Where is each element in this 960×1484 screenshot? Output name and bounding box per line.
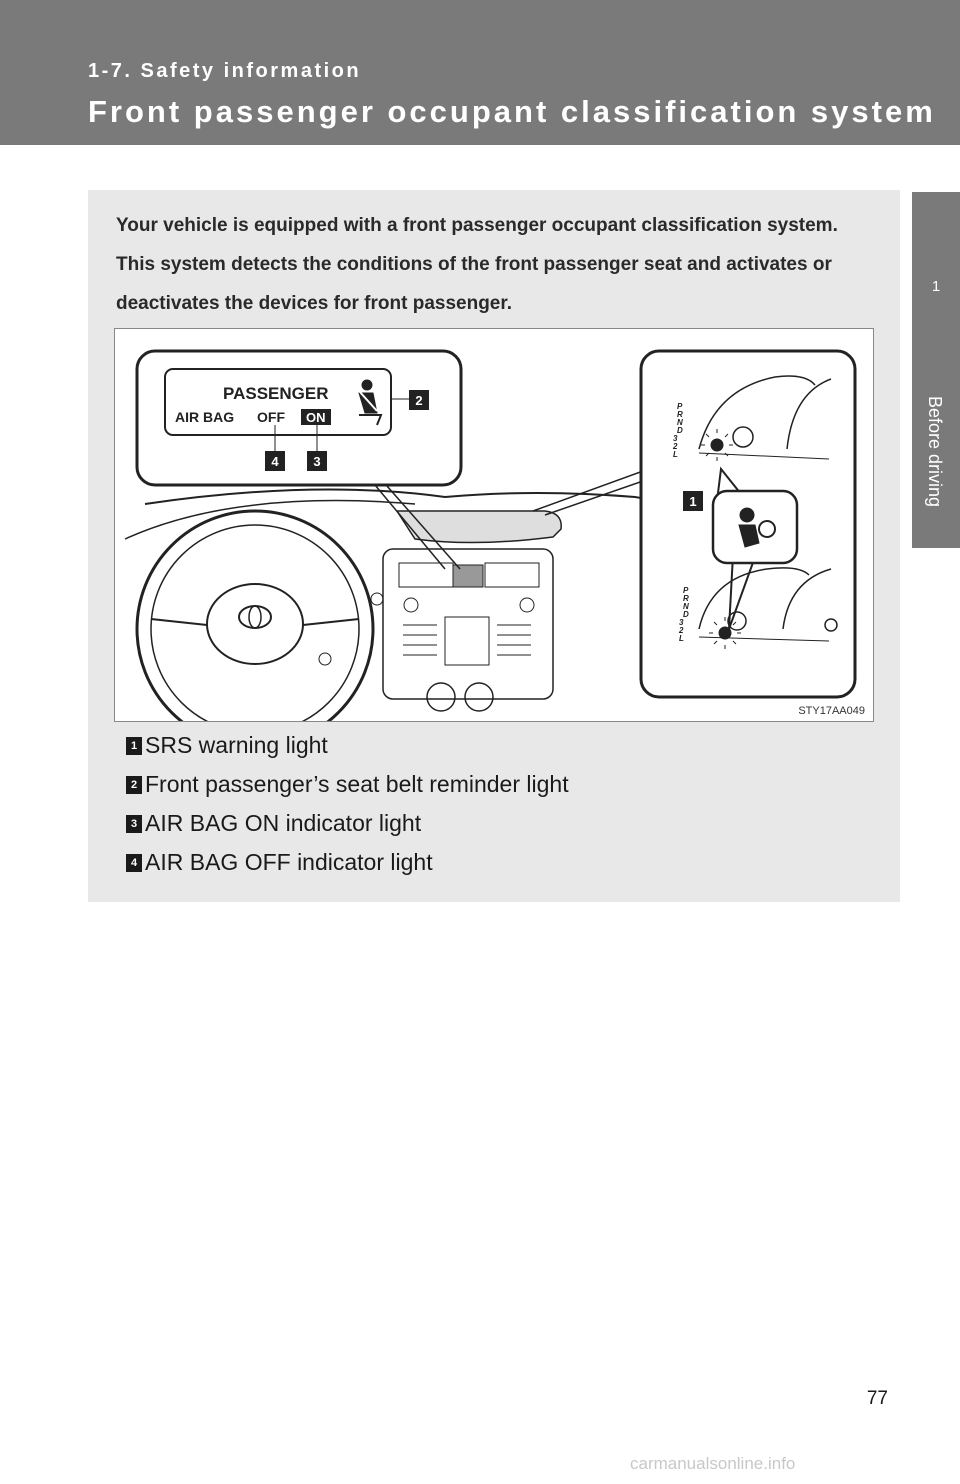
dashboard-drawing [115, 329, 873, 721]
legend-badge-1: 1 [126, 737, 142, 755]
intro-paragraph: Your vehicle is equipped with a front passenger occupant classification system. This system detects the conditions of the front passenger seat and activates or deactivates the devices for front passenger. [116, 215, 838, 314]
section-label: 1-7. Safety information [88, 60, 362, 82]
watermark: carmanualsonline.info [630, 1454, 796, 1473]
gear-2-top: 2 [673, 442, 678, 451]
figure-code: STY17AA049 [798, 705, 865, 717]
gear-r-bottom: R [683, 594, 689, 603]
passenger-label: PASSENGER [223, 384, 329, 403]
callout-3: 3 [313, 454, 321, 469]
page-title: Front passenger occupant classification system [88, 94, 936, 129]
gear-d-bottom: D [683, 610, 689, 619]
gear-3-top: 3 [673, 434, 678, 443]
gear-p-bottom: P [683, 586, 689, 595]
gear-p-top: P [677, 402, 683, 411]
legend-label-4: AIR BAG OFF indicator light [145, 849, 433, 875]
legend-badge-2: 2 [126, 776, 142, 794]
legend-label-1: SRS warning light [145, 732, 328, 758]
callout-1: 1 [689, 494, 697, 509]
gear-l-bottom: L [679, 634, 684, 643]
legend-badge-3: 3 [126, 815, 142, 833]
dashboard-illustration [114, 328, 874, 722]
chapter-tab-label-area [912, 384, 960, 534]
legend-item-airbag-off [126, 843, 569, 882]
legend-label-3: AIR BAG ON indicator light [145, 810, 422, 836]
gear-n-bottom: N [683, 602, 689, 611]
gear-d-top: D [677, 426, 683, 435]
page-number: 77 [866, 1388, 888, 1409]
gear-2-bottom: 2 [679, 626, 684, 635]
on-label: ON [306, 410, 326, 425]
legend-badge-4: 4 [126, 854, 142, 872]
page-header [0, 0, 960, 145]
legend-item-srs-warning [126, 726, 569, 765]
legend-item-airbag-on [126, 804, 569, 843]
callout-2: 2 [415, 393, 423, 408]
gear-l-top: L [673, 450, 678, 459]
off-label: OFF [257, 409, 285, 425]
legend-list [126, 726, 569, 882]
gear-3-bottom: 3 [679, 618, 684, 627]
legend-item-seatbelt-reminder [126, 765, 569, 804]
chapter-tab-number: 1 [931, 278, 941, 295]
gear-r-top: R [677, 410, 683, 419]
callout-4: 4 [271, 454, 279, 469]
gear-n-top: N [677, 418, 683, 427]
legend-label-2: Front passenger’s seat belt reminder light [145, 771, 569, 797]
chapter-tab-label: Before driving [925, 396, 945, 508]
airbag-label: AIR BAG [175, 409, 235, 425]
